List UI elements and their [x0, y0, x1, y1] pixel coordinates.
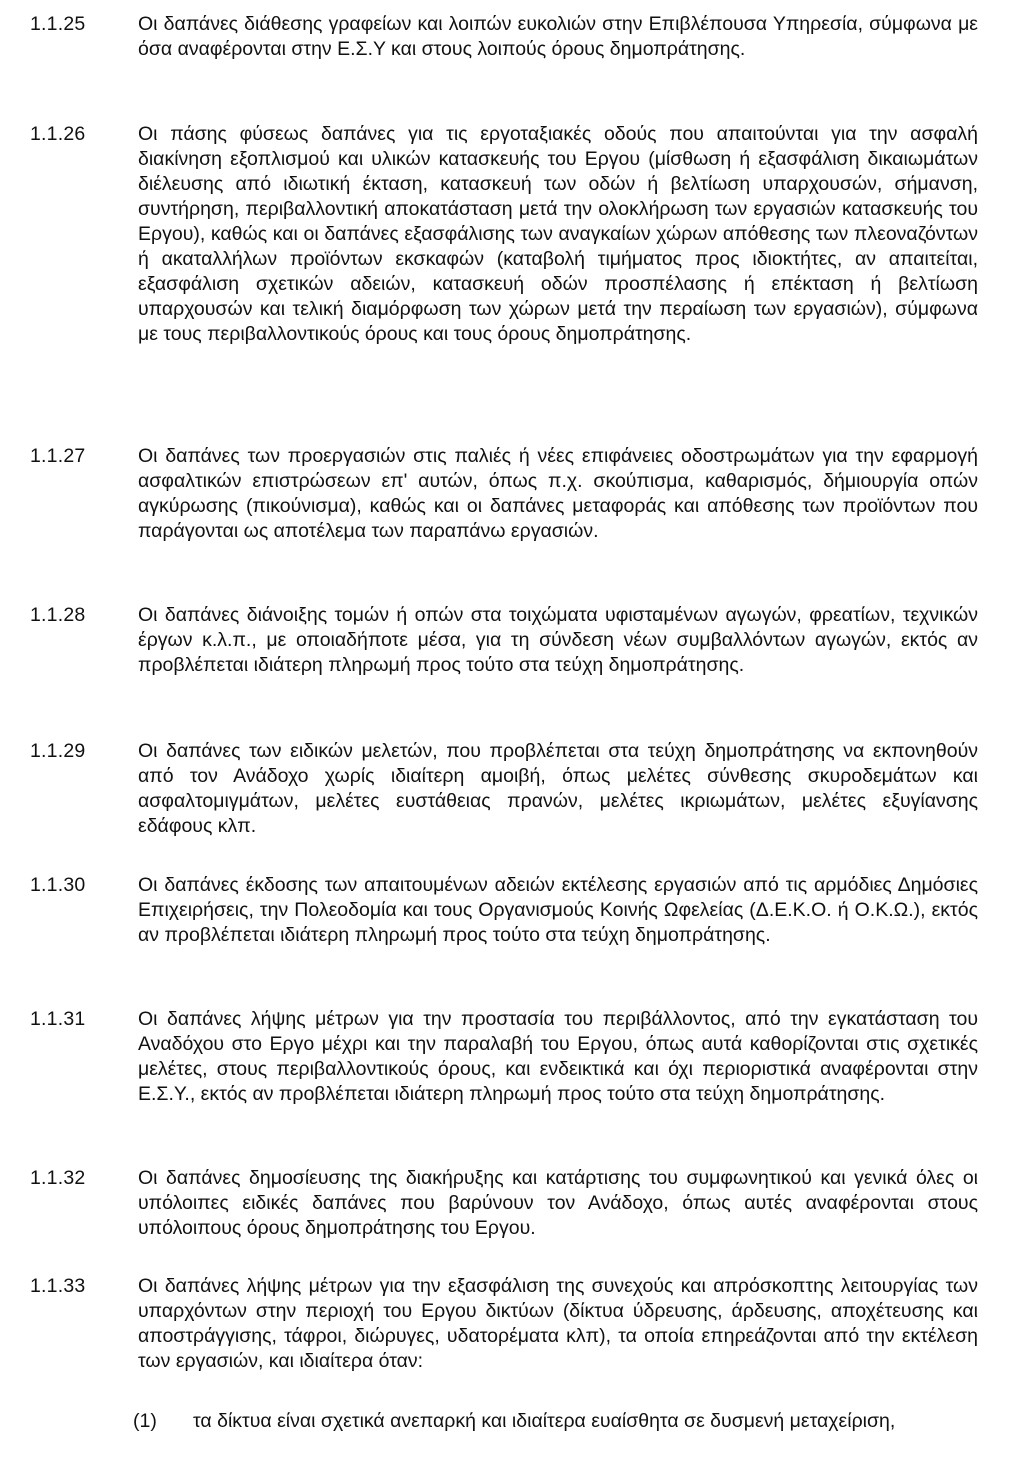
clause-text: Οι πάσης φύσεως δαπάνες για τις εργοταξιακές οδούς που απαιτούνται για την ασφαλή διακίνηση εξοπλισμού και υλικών κατασκευής του Εργου (μίσθωση ή εξασφάλιση δικαιωμάτων διέλευσης από ιδιωτική έκταση, κατασκευή των οδών ή βελτίωση υπαρχουσών, σήμανση, συντήρηση, περιβαλλοντική αποκατάσταση μετά την ολοκλήρωση των εργασιών κατασκευής του Εργου), καθώς και οι δαπάνες εξασφάλισης των αναγκαίων χώρων απόθεσης των πλεοναζόντων ή ακαταλλήλων προϊόντων εκσκαφών (καταβολή τιμήματος προς ιδιοκτήτες, αν απαιτείται, εξασφάλιση σχετικών αδειών, κατασκευή οδών προσπέλασης ή επέκταση ή βελτίωση υπαρχουσών και τελική διαμόρφωση των χώρων μετά την περαίωση των εργασιών), σύμφωνα με τους περιβαλλοντικούς όρους και τους όρους δημοπράτησης. — [138, 123, 978, 345]
clause-text: Οι δαπάνες δημοσίευσης της διακήρυξης και κατάρτισης του συμφωνητικού και γενικά όλες οι υπόλοιπες ειδικές δαπάνες που βαρύνουν τον Ανάδοχο, όπως αυτές αναφέρονται στους υπόλοιπους όρους δημοπράτησης του Εργου. — [138, 1167, 978, 1239]
clause-number: 1.1.26 — [30, 123, 86, 145]
clause-text: Οι δαπάνες λήψης μέτρων για την εξασφάλιση της συνεχούς και απρόσκοπτης λειτουργίας των υπαρχόντων στην περιοχή του Εργου δικτύων (δίκτυα ύδρευσης, άρδευσης, αποχέτευσης και αποστράγγισης, τάφροι, διώρυγες, υδατορέματα κλπ), τα οποία επηρεάζονται από την εκτέλεση των εργασιών, και ιδιαίτερα όταν: — [138, 1275, 978, 1372]
clause-number: 1.1.29 — [30, 740, 86, 762]
clause-number: 1.1.25 — [30, 13, 86, 35]
subitem-text: τα δίκτυα είναι σχετικά ανεπαρκή και ιδιαίτερα ευαίσθητα σε δυσμενή μεταχείριση, — [193, 1410, 896, 1432]
clause-text: Οι δαπάνες λήψης μέτρων για την προστασία του περιβάλλοντος, από την εγκατάσταση του Αναδόχου στο Εργο μέχρι και την παραλαβή του Εργου, όπως αυτά καθορίζονται στις σχετικές μελέτες, στους περιβαλλοντικούς όρους, και ενδεικτικά και όχι περιοριστικά αναφέρονται στην Ε.Σ.Υ., εκτός αν προβλέπεται ιδιάτερη πληρωμή προς τούτο στα τεύχη δημοπράτησης. — [138, 1008, 978, 1105]
clause-text: Οι δαπάνες έκδοσης των απαιτουμένων αδειών εκτέλεσης εργασιών από τις αρμόδιες Δημόσιες Επιχειρήσεις, την Πολεοδομία και τους Οργανισμούς Κοινής Ωφελείας (Δ.Ε.Κ.Ο. ή Ο.Κ.Ω.), εκτός αν προβλέπεται ιδιάτερη πληρωμή προς τούτο στα τεύχη δημοπράτησης. — [138, 874, 978, 946]
clause-text: Οι δαπάνες των προεργασιών στις παλιές ή νέες επιφάνειες οδοστρωμάτων για την εφαρμογή ασφαλτικών επιστρώσεων επ' αυτών, όπως π.χ. σκούπισμα, καθαρισμός, δήμιουργία οπών αγκύρωσης (πικούνισμα), καθώς και οι δαπάνες μεταφοράς και απόθεσης των προϊόντων που παράγονται ως αποτέλεμα των παραπάνω εργασιών. — [138, 445, 978, 542]
clause-number: 1.1.30 — [30, 874, 86, 896]
clause-number: 1.1.32 — [30, 1167, 86, 1189]
clause-number: 1.1.33 — [30, 1275, 86, 1297]
clause-text: Οι δαπάνες των ειδικών μελετών, που προβλέπεται στα τεύχη δημοπράτησης να εκπονηθούν από τον Ανάδοχο χωρίς ιδιαίτερη αμοιβή, όπως μελέτες σύνθεσης σκυροδεμάτων και ασφαλτομιγμάτων, μελέτες ευστάθειας πρανών, μελέτες ικριωμάτων, μελέτες εξυγίανσης εδάφους κλπ. — [138, 740, 978, 837]
clause-text: Οι δαπάνες διάθεσης γραφείων και λοιπών ευκολιών στην Επιβλέπουσα Υπηρεσία, σύμφωνα με όσα αναφέρονται στην Ε.Σ.Υ και στους λοιπούς όρους δημοπράτησης. — [138, 13, 978, 60]
clause-text: Οι δαπάνες διάνοιξης τομών ή οπών στα τοιχώματα υφισταμένων αγωγών, φρεατίων, τεχνικών έργων κ.λ.π., με οποιαδήποτε μέσα, για τη σύνδεση νέων συμβαλλόντων αγωγών, εκτός αν προβλέπεται ιδιάτερη πληρωμή προς τούτο στα τεύχη δημοπράτησης. — [138, 604, 978, 676]
clause-number: 1.1.28 — [30, 604, 86, 626]
clause-number: 1.1.27 — [30, 445, 86, 467]
clause-number: 1.1.31 — [30, 1008, 86, 1030]
subitem-number: (1) — [133, 1410, 157, 1432]
